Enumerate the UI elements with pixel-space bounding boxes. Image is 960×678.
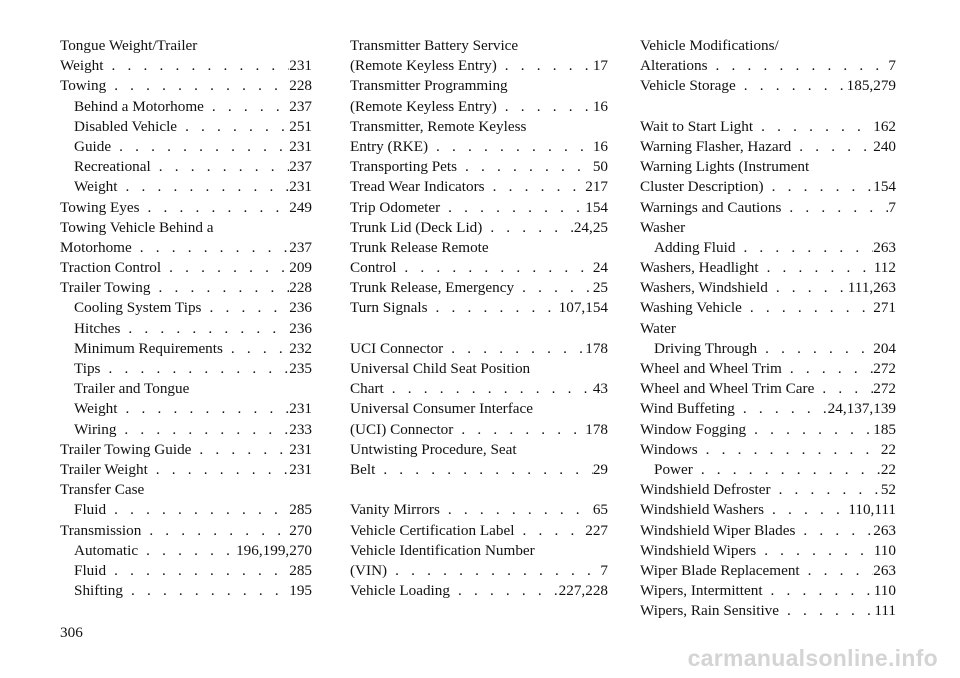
index-entry — [60, 319, 312, 339]
index-entry — [60, 97, 312, 117]
dot-leader — [771, 480, 881, 500]
entry-label: Tread Wear Indicators — [350, 178, 485, 196]
entry-label: Windows — [640, 440, 698, 458]
dot-leader — [756, 541, 874, 561]
entry-label: Wait to Start Light — [640, 117, 754, 135]
entry-label: Windshield Wiper Blades — [640, 521, 796, 539]
entry-page-ref: 227 — [585, 521, 608, 539]
index-entry — [640, 258, 896, 278]
dot-leader — [735, 238, 873, 258]
entry-page-ref: 204 — [873, 339, 896, 357]
entry-page-ref: 285 — [289, 561, 312, 579]
dot-leader — [177, 117, 289, 137]
index-entry — [60, 238, 312, 258]
dot-leader — [742, 298, 873, 318]
dot-leader — [223, 339, 289, 359]
entry-label: Trunk Release, Emergency — [350, 279, 515, 297]
index-entry — [350, 298, 608, 318]
entry-label: Wipers, Rain Sensitive — [640, 602, 780, 620]
index-entry — [640, 500, 896, 520]
entry-label: UCI Connector — [350, 339, 444, 357]
entry-label: Washers, Windshield — [640, 279, 768, 297]
dot-leader — [735, 399, 828, 419]
watermark: carmanualsonline.info — [687, 645, 938, 671]
dot-leader — [768, 278, 848, 298]
entry-page-ref: 22 — [880, 460, 896, 478]
entry-page-ref: 29 — [592, 460, 608, 478]
entry-label: Control — [350, 259, 397, 277]
dot-leader — [141, 521, 289, 541]
entry-page-ref: 231 — [289, 57, 312, 75]
entry-label: (Remote Keyless Entry) — [350, 97, 497, 115]
entry-page-ref: 272 — [873, 380, 896, 398]
index-entry — [640, 521, 896, 541]
dot-leader — [759, 258, 874, 278]
index-entry — [640, 56, 896, 76]
index-heading: Transfer Case — [60, 481, 145, 499]
entry-label: Hitches — [74, 319, 121, 337]
entry-label: Tips — [74, 360, 101, 377]
entry-label: Vanity Mirrors — [350, 501, 440, 519]
page-number: 306 — [60, 624, 83, 641]
index-entry — [60, 521, 312, 541]
entry-page-ref: 231 — [289, 400, 312, 418]
index-column-3 — [640, 36, 896, 621]
entry-label: Weight — [74, 400, 118, 418]
dot-leader — [151, 278, 290, 298]
index-entry — [350, 218, 608, 238]
entry-page-ref: 237 — [289, 97, 312, 115]
index-entry — [640, 561, 896, 581]
index-entry — [350, 198, 608, 218]
section-gap — [350, 319, 608, 339]
entry-label: Vehicle Storage — [640, 77, 736, 95]
section-gap — [350, 480, 608, 500]
entry-page-ref: 231 — [289, 460, 312, 478]
entry-label: Alterations — [640, 57, 708, 75]
entry-page-ref: 50 — [592, 158, 608, 176]
index-entry — [640, 601, 896, 621]
index-entry — [60, 561, 312, 581]
dot-leader — [440, 500, 593, 520]
entry-page-ref: 178 — [585, 339, 608, 357]
entry-label: Disabled Vehicle — [74, 117, 178, 135]
dot-leader — [201, 298, 289, 318]
index-entry — [60, 177, 312, 197]
index-entry — [350, 379, 608, 399]
dot-leader — [140, 198, 290, 218]
entry-label: Warning Flasher, Hazard — [640, 137, 792, 155]
entry-page-ref: 185 — [873, 420, 896, 438]
dot-leader — [497, 97, 593, 117]
dot-leader — [104, 56, 290, 76]
entry-label: Transmission — [60, 521, 142, 539]
entry-label: (UCI) Connector — [350, 420, 454, 438]
index-entry — [60, 420, 312, 440]
dot-leader — [161, 258, 289, 278]
dot-leader — [497, 56, 593, 76]
dot-leader — [443, 339, 585, 359]
entry-page-ref: 22 — [880, 440, 896, 458]
index-heading: Water — [640, 319, 676, 337]
entry-page-ref: 217 — [585, 178, 608, 196]
entry-label: Motorhome — [60, 238, 132, 256]
index-entry — [60, 399, 312, 419]
dot-leader — [457, 157, 593, 177]
index-entry — [60, 460, 312, 480]
entry-page-ref: 7 — [888, 57, 896, 75]
index-entry — [60, 440, 312, 460]
dot-leader — [693, 460, 881, 480]
index-heading: Trunk Release Remote — [350, 238, 489, 256]
index-entry — [640, 177, 896, 197]
entry-label: Behind a Motorhome — [74, 97, 204, 115]
entry-page-ref: 240 — [873, 137, 896, 155]
index-column-2 — [350, 36, 608, 601]
entry-label: Transporting Pets — [350, 158, 458, 176]
index-entry — [640, 440, 896, 460]
dot-leader — [781, 198, 888, 218]
index-heading: Washer — [640, 218, 686, 236]
entry-label: Cluster Description) — [640, 178, 764, 196]
entry-label: Trip Odometer — [350, 198, 441, 216]
entry-label: Wind Buffeting — [640, 400, 735, 418]
entry-label: Wheel and Wheel Trim Care — [640, 380, 815, 398]
entry-page-ref: 270 — [289, 521, 312, 539]
index-entry — [640, 278, 896, 298]
index-entry — [60, 339, 312, 359]
entry-label: Turn Signals — [350, 299, 428, 317]
entry-label: Minimum Requirements — [74, 339, 223, 357]
entry-label: Traction Control — [60, 259, 162, 277]
entry-label: Entry (RKE) — [350, 137, 429, 155]
entry-page-ref: 285 — [289, 501, 312, 519]
entry-label: Automatic — [74, 541, 139, 559]
entry-label: Windshield Defroster — [640, 481, 771, 499]
entry-label: Belt — [350, 460, 376, 478]
index-entry — [350, 177, 608, 197]
entry-page-ref: 251 — [289, 117, 312, 135]
entry-label: Adding Fluid — [654, 238, 736, 256]
index-entry — [640, 581, 896, 601]
entry-label: Shifting — [74, 582, 123, 600]
dot-leader — [106, 76, 289, 96]
dot-leader — [450, 581, 559, 601]
entry-page-ref: 263 — [873, 238, 896, 256]
dot-leader — [396, 258, 592, 278]
index-entry — [640, 359, 896, 379]
index-entry — [640, 117, 896, 137]
entry-page-ref: 263 — [873, 521, 896, 539]
entry-page-ref: 111,263 — [847, 279, 896, 297]
entry-label: Cooling System Tips — [74, 299, 202, 317]
index-heading: Vehicle Identification Number — [350, 541, 535, 559]
dot-leader — [123, 581, 289, 601]
entry-label: Trailer Weight — [60, 460, 148, 478]
index-entry — [350, 521, 608, 541]
entry-label: Trailer Towing Guide — [60, 440, 192, 458]
entry-page-ref: 233 — [289, 420, 312, 438]
dot-leader — [514, 278, 593, 298]
entry-page-ref: 236 — [289, 319, 312, 337]
index-entry — [640, 238, 896, 258]
index-entry — [350, 581, 608, 601]
entry-page-ref: 154 — [585, 198, 608, 216]
index-heading: Towing Vehicle Behind a — [60, 218, 214, 236]
entry-page-ref: 249 — [289, 198, 312, 216]
index-entry — [640, 198, 896, 218]
index-entry — [350, 258, 608, 278]
entry-page-ref: 52 — [880, 481, 896, 499]
entry-page-ref: 195 — [289, 582, 312, 600]
entry-label: Wheel and Wheel Trim — [640, 360, 782, 377]
dot-leader — [151, 157, 289, 177]
index-heading: Tongue Weight/Trailer — [60, 37, 198, 54]
index-entry — [60, 137, 312, 157]
index-entry — [640, 420, 896, 440]
index-entry — [60, 117, 312, 137]
index-entry — [60, 541, 312, 561]
entry-page-ref: 24 — [592, 259, 608, 277]
entry-page-ref: 231 — [289, 178, 312, 196]
dot-leader — [440, 198, 585, 218]
dot-leader — [736, 76, 847, 96]
entry-page-ref: 25 — [592, 279, 608, 297]
dot-leader — [485, 177, 586, 197]
index-entry — [640, 339, 896, 359]
index-entry — [350, 56, 608, 76]
dot-leader — [116, 420, 289, 440]
entry-page-ref: 110 — [873, 541, 896, 559]
entry-label: Weight — [74, 178, 118, 196]
entry-page-ref: 112 — [873, 259, 896, 277]
dot-leader — [698, 440, 881, 460]
section-gap — [640, 97, 896, 117]
index-heading: Vehicle Modifications/ — [640, 37, 779, 54]
index-entry — [350, 137, 608, 157]
entry-label: Trailer Towing — [60, 279, 151, 297]
dot-leader — [375, 460, 593, 480]
entry-page-ref: 236 — [289, 299, 312, 317]
entry-page-ref: 185,279 — [846, 77, 896, 95]
index-entry — [60, 359, 312, 379]
entry-page-ref: 196,199,270 — [236, 541, 312, 559]
entry-label: Driving Through — [654, 339, 758, 357]
dot-leader — [118, 177, 290, 197]
entry-page-ref: 237 — [289, 158, 312, 176]
index-entry — [60, 500, 312, 520]
dot-leader — [138, 541, 236, 561]
dot-leader — [514, 521, 585, 541]
dot-leader — [100, 359, 289, 379]
index-entry — [60, 278, 312, 298]
index-entry — [60, 76, 312, 96]
index-entry — [350, 420, 608, 440]
entry-label: Washers, Headlight — [640, 259, 759, 277]
dot-leader — [814, 379, 873, 399]
dot-leader — [795, 521, 873, 541]
index-entry — [640, 298, 896, 318]
entry-page-ref: 107,154 — [558, 299, 608, 317]
dot-leader — [191, 440, 289, 460]
index-heading: Untwisting Procedure, Seat — [350, 440, 517, 458]
entry-page-ref: 16 — [592, 97, 608, 115]
index-entry — [350, 97, 608, 117]
index-heading: Transmitter Programming — [350, 77, 508, 95]
entry-page-ref: 178 — [585, 420, 608, 438]
entry-page-ref: 24,25 — [573, 218, 608, 236]
dot-leader — [757, 339, 873, 359]
dot-leader — [148, 460, 289, 480]
entry-page-ref: 231 — [289, 137, 312, 155]
entry-page-ref: 162 — [873, 117, 896, 135]
dot-leader — [800, 561, 874, 581]
entry-page-ref: 263 — [873, 561, 896, 579]
dot-leader — [791, 137, 873, 157]
index-heading: Universal Consumer Interface — [350, 400, 534, 418]
dot-leader — [453, 420, 585, 440]
index-entry — [640, 76, 896, 96]
index-entry — [350, 460, 608, 480]
entry-page-ref: 65 — [592, 501, 608, 519]
entry-page-ref: 228 — [289, 279, 312, 297]
entry-page-ref: 16 — [592, 137, 608, 155]
entry-label: Vehicle Loading — [350, 582, 450, 600]
index-heading: Transmitter Battery Service — [350, 37, 519, 54]
dot-leader — [782, 359, 873, 379]
entry-label: Towing Eyes — [60, 198, 140, 216]
entry-label: Power — [654, 460, 693, 478]
entry-page-ref: 24,137,139 — [827, 400, 896, 418]
entry-page-ref: 110,111 — [848, 501, 896, 519]
entry-page-ref: 110 — [873, 582, 896, 600]
dot-leader — [204, 97, 289, 117]
entry-label: Windshield Washers — [640, 501, 765, 519]
index-entry — [640, 460, 896, 480]
dot-leader — [707, 56, 888, 76]
dot-leader — [482, 218, 574, 238]
index-entry — [350, 561, 608, 581]
dot-leader — [428, 298, 559, 318]
entry-label: (Remote Keyless Entry) — [350, 57, 497, 75]
entry-label: Warnings and Cautions — [640, 198, 782, 216]
entry-label: Wiring — [74, 420, 117, 438]
dot-leader — [763, 581, 874, 601]
entry-page-ref: 7 — [600, 561, 608, 579]
index-entry — [60, 258, 312, 278]
entry-page-ref: 227,228 — [558, 582, 608, 600]
index-entry — [350, 339, 608, 359]
entry-page-ref: 154 — [873, 178, 896, 196]
entry-label: Towing — [60, 77, 107, 95]
dot-leader — [746, 420, 873, 440]
entry-label: Wipers, Intermittent — [640, 582, 763, 600]
index-entry — [640, 379, 896, 399]
entry-page-ref: 17 — [592, 57, 608, 75]
entry-page-ref: 43 — [592, 380, 608, 398]
dot-leader — [753, 117, 873, 137]
entry-label: Window Fogging — [640, 420, 747, 438]
dot-leader — [764, 500, 848, 520]
index-entry — [350, 500, 608, 520]
entry-label: Vehicle Certification Label — [350, 521, 515, 539]
index-heading: Trailer and Tongue — [74, 380, 190, 398]
entry-label: Guide — [74, 137, 112, 155]
dot-leader — [118, 399, 290, 419]
entry-page-ref: 272 — [873, 360, 896, 377]
index-entry — [60, 581, 312, 601]
index-entry — [640, 137, 896, 157]
dot-leader — [428, 137, 593, 157]
index-entry — [350, 157, 608, 177]
index-column-1 — [60, 36, 312, 601]
entry-page-ref: 232 — [289, 339, 312, 357]
entry-page-ref: 235 — [289, 360, 312, 377]
index-entry — [640, 480, 896, 500]
dot-leader — [384, 379, 593, 399]
entry-page-ref: 237 — [289, 238, 312, 256]
entry-page-ref: 111 — [874, 602, 896, 620]
entry-label: Trunk Lid (Deck Lid) — [350, 218, 483, 236]
entry-label: Recreational — [74, 158, 151, 176]
index-entry — [640, 541, 896, 561]
dot-leader — [111, 137, 289, 157]
entry-page-ref: 209 — [289, 259, 312, 277]
entry-label: Wiper Blade Replacement — [640, 561, 800, 579]
entry-page-ref: 7 — [888, 198, 896, 216]
dot-leader — [387, 561, 600, 581]
index-heading: Universal Child Seat Position — [350, 360, 531, 377]
entry-label: Washing Vehicle — [640, 299, 742, 317]
entry-page-ref: 231 — [289, 440, 312, 458]
index-entry — [60, 198, 312, 218]
index-heading: Transmitter, Remote Keyless — [350, 117, 527, 135]
dot-leader — [106, 500, 289, 520]
dot-leader — [120, 319, 289, 339]
dot-leader — [132, 238, 290, 258]
entry-page-ref: 271 — [873, 299, 896, 317]
dot-leader — [779, 601, 874, 621]
index-entry — [350, 278, 608, 298]
entry-label: Windshield Wipers — [640, 541, 757, 559]
index-entry — [60, 56, 312, 76]
index-entry — [60, 298, 312, 318]
dot-leader — [764, 177, 874, 197]
entry-label: Chart — [350, 380, 384, 398]
entry-page-ref: 228 — [289, 77, 312, 95]
index-entry — [60, 157, 312, 177]
entry-label: Weight — [60, 57, 104, 75]
entry-label: (VIN) — [350, 561, 388, 579]
entry-label: Fluid — [74, 501, 107, 519]
entry-label: Fluid — [74, 561, 107, 579]
index-entry — [640, 399, 896, 419]
index-heading: Warning Lights (Instrument — [640, 158, 810, 176]
dot-leader — [106, 561, 289, 581]
